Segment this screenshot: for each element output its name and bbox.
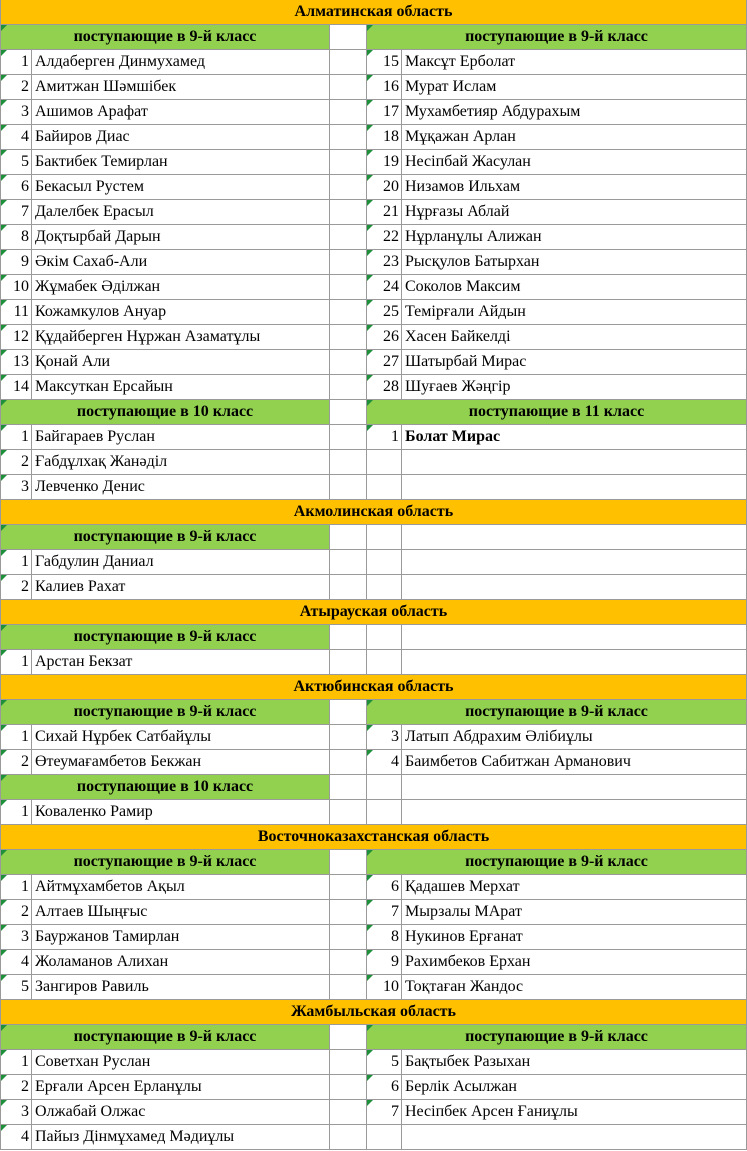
table-row — [0, 800, 747, 825]
table-row — [0, 375, 747, 400]
gap-cell[interactable] — [330, 650, 367, 675]
row-number[interactable]: 7 — [0, 200, 32, 225]
row-number[interactable]: 1 — [0, 650, 32, 675]
student-name[interactable]: Берлік Асылжан — [402, 1075, 747, 1100]
region-header-row — [0, 675, 747, 700]
gap-cell[interactable] — [330, 225, 367, 250]
student-name[interactable] — [402, 650, 747, 675]
gap-cell[interactable] — [330, 325, 367, 350]
gap-cell[interactable] — [330, 975, 367, 1000]
table-row — [0, 50, 747, 75]
row-number[interactable]: 28 — [367, 375, 402, 400]
student-name[interactable]: Баимбетов Сабитжан Арманович — [402, 750, 747, 775]
student-name[interactable]: Арстан Бекзат — [32, 650, 330, 675]
table-row — [0, 100, 747, 125]
table-row — [0, 975, 747, 1000]
table-row — [0, 175, 747, 200]
student-name[interactable]: Нұрланұлы Алижан — [402, 225, 747, 250]
row-number[interactable]: 6 — [0, 175, 32, 200]
student-name[interactable]: Алдаберген Динмухамед — [32, 50, 330, 75]
table-row — [0, 950, 747, 975]
student-name[interactable]: Тоқтаған Жандос — [402, 975, 747, 1000]
student-name[interactable]: Несіпбек Арсен Ғаниұлы — [402, 1100, 747, 1125]
row-number[interactable] — [367, 800, 402, 825]
row-number[interactable]: 14 — [0, 375, 32, 400]
table-row — [0, 325, 747, 350]
gap-cell[interactable] — [330, 725, 367, 750]
gap-cell[interactable] — [330, 25, 367, 50]
region-header-row — [0, 0, 747, 25]
student-name[interactable]: Латып Абдрахим Әлібиұлы — [402, 725, 747, 750]
student-name[interactable] — [402, 575, 747, 600]
row-number[interactable]: 4 — [0, 1125, 32, 1150]
gap-cell[interactable] — [330, 75, 367, 100]
gap-cell[interactable] — [330, 1050, 367, 1075]
student-name[interactable]: Құдайберген Нұржан Азаматұлы — [32, 325, 330, 350]
row-number[interactable]: 2 — [0, 1075, 32, 1100]
student-name[interactable]: Мұқажан Арлан — [402, 125, 747, 150]
student-name[interactable]: Әкім Сахаб-Али — [32, 250, 330, 275]
row-number[interactable]: 5 — [0, 150, 32, 175]
student-name[interactable] — [402, 550, 747, 575]
student-name[interactable]: Бактибек Темирлан — [32, 150, 330, 175]
row-number[interactable] — [367, 475, 402, 500]
row-number[interactable]: 5 — [0, 975, 32, 1000]
row-number[interactable]: 6 — [367, 875, 402, 900]
student-name[interactable]: Низамов Ильхам — [402, 175, 747, 200]
gap-cell[interactable] — [330, 700, 367, 725]
student-name[interactable]: Левченко Денис — [32, 475, 330, 500]
student-name[interactable]: Нукинов Ерғанат — [402, 925, 747, 950]
row-number[interactable]: 4 — [367, 750, 402, 775]
region-title[interactable]: Алматинская область — [0, 0, 747, 25]
gap-cell[interactable] — [330, 150, 367, 175]
row-number[interactable]: 7 — [367, 900, 402, 925]
student-name[interactable]: Байгараев Руслан — [32, 425, 330, 450]
table-row — [0, 725, 747, 750]
row-number[interactable]: 20 — [367, 175, 402, 200]
student-name[interactable]: Хасен Байкелді — [402, 325, 747, 350]
row-number[interactable]: 1 — [0, 1050, 32, 1075]
row-number[interactable]: 23 — [367, 250, 402, 275]
student-name[interactable]: Советхан Руслан — [32, 1050, 330, 1075]
left-column-header[interactable]: поступающие в 9-й класс — [0, 525, 330, 550]
left-column-header[interactable]: поступающие в 9-й класс — [0, 700, 330, 725]
row-number[interactable]: 3 — [0, 100, 32, 125]
student-name[interactable]: Калиев Рахат — [32, 575, 330, 600]
gap-cell[interactable] — [330, 100, 367, 125]
gap-cell[interactable] — [330, 850, 367, 875]
row-number[interactable]: 2 — [0, 75, 32, 100]
row-number[interactable]: 7 — [367, 1100, 402, 1125]
row-number[interactable]: 8 — [367, 925, 402, 950]
table-row — [0, 150, 747, 175]
gap-cell[interactable] — [330, 750, 367, 775]
row-number[interactable]: 25 — [367, 300, 402, 325]
table-row — [0, 650, 747, 675]
row-number[interactable]: 12 — [0, 325, 32, 350]
row-number[interactable]: 1 — [0, 725, 32, 750]
gap-cell[interactable] — [330, 950, 367, 975]
student-name[interactable]: Жоламанов Алихан — [32, 950, 330, 975]
subheader-row — [0, 700, 747, 725]
gap-cell[interactable] — [330, 875, 367, 900]
empty-name-cell[interactable] — [402, 625, 747, 650]
region-title[interactable]: Восточноказахстанская область — [0, 825, 747, 850]
student-name[interactable]: Өтеумағамбетов Бекжан — [32, 750, 330, 775]
row-number[interactable]: 16 — [367, 75, 402, 100]
gap-cell[interactable] — [330, 900, 367, 925]
row-number[interactable]: 1 — [0, 875, 32, 900]
student-name[interactable]: Бекасыл Рустем — [32, 175, 330, 200]
student-name[interactable]: Несіпбай Жасулан — [402, 150, 747, 175]
row-number[interactable]: 9 — [0, 250, 32, 275]
table-row — [0, 1125, 747, 1150]
table-row — [0, 450, 747, 475]
row-number[interactable]: 4 — [0, 950, 32, 975]
row-number[interactable]: 10 — [367, 975, 402, 1000]
empty-number-cell[interactable] — [367, 775, 402, 800]
row-number[interactable]: 3 — [367, 725, 402, 750]
gap-cell[interactable] — [330, 1125, 367, 1150]
row-number[interactable] — [367, 550, 402, 575]
row-number[interactable]: 2 — [0, 450, 32, 475]
student-name[interactable]: Рахимбеков Ерхан — [402, 950, 747, 975]
student-name[interactable]: Ашимов Арафат — [32, 100, 330, 125]
table-row — [0, 750, 747, 775]
subheader-row — [0, 525, 747, 550]
region-title[interactable]: Жамбыльская область — [0, 1000, 747, 1025]
student-name[interactable]: Доқтырбай Дарын — [32, 225, 330, 250]
subheader-row — [0, 400, 747, 425]
row-number[interactable]: 18 — [367, 125, 402, 150]
row-number[interactable]: 1 — [0, 550, 32, 575]
table-row — [0, 475, 747, 500]
student-name[interactable]: Далелбек Ерасыл — [32, 200, 330, 225]
region-title[interactable]: Актюбинская область — [0, 675, 747, 700]
student-name[interactable]: Зангиров Равиль — [32, 975, 330, 1000]
gap-cell[interactable] — [330, 400, 367, 425]
row-number[interactable]: 4 — [0, 125, 32, 150]
row-number[interactable]: 15 — [367, 50, 402, 75]
row-number[interactable]: 24 — [367, 275, 402, 300]
gap-cell[interactable] — [330, 775, 367, 800]
student-name[interactable]: Коваленко Рамир — [32, 800, 330, 825]
student-name[interactable]: Айтмұхамбетов Ақыл — [32, 875, 330, 900]
row-number[interactable]: 1 — [0, 425, 32, 450]
student-name[interactable]: Ерғали Арсен Ерланұлы — [32, 1075, 330, 1100]
row-number[interactable] — [367, 650, 402, 675]
right-column-header[interactable]: поступающие в 9-й класс — [367, 25, 747, 50]
gap-cell[interactable] — [330, 1100, 367, 1125]
row-number[interactable]: 9 — [367, 950, 402, 975]
student-name[interactable]: Қонай Али — [32, 350, 330, 375]
table-row — [0, 425, 747, 450]
row-number[interactable]: 22 — [367, 225, 402, 250]
region-header-row — [0, 500, 747, 525]
table-row — [0, 1100, 747, 1125]
row-number[interactable]: 2 — [0, 575, 32, 600]
row-number[interactable]: 17 — [367, 100, 402, 125]
table-row — [0, 275, 747, 300]
row-number[interactable]: 6 — [367, 1075, 402, 1100]
gap-cell[interactable] — [330, 525, 367, 550]
table-row — [0, 250, 747, 275]
student-name[interactable]: Алтаев Шыңғыс — [32, 900, 330, 925]
table-row — [0, 900, 747, 925]
student-name[interactable]: Рысқулов Батырхан — [402, 250, 747, 275]
subheader-row — [0, 25, 747, 50]
region-header-row — [0, 600, 747, 625]
row-number[interactable]: 1 — [0, 50, 32, 75]
region-header-row — [0, 1000, 747, 1025]
row-number[interactable]: 3 — [0, 925, 32, 950]
gap-cell[interactable] — [330, 350, 367, 375]
gap-cell[interactable] — [330, 250, 367, 275]
table-row — [0, 875, 747, 900]
row-number[interactable]: 1 — [0, 800, 32, 825]
student-name[interactable]: Максұт Ерболат — [402, 50, 747, 75]
table-row — [0, 550, 747, 575]
student-name[interactable]: Темірғали Айдын — [402, 300, 747, 325]
gap-cell[interactable] — [330, 575, 367, 600]
row-number[interactable]: 3 — [0, 1100, 32, 1125]
student-name[interactable]: Амитжан Шәмшібек — [32, 75, 330, 100]
table-row — [0, 925, 747, 950]
subheader-row — [0, 775, 747, 800]
student-name[interactable]: Габдулин Даниал — [32, 550, 330, 575]
region-header-row — [0, 825, 747, 850]
row-number[interactable] — [367, 575, 402, 600]
row-number[interactable]: 2 — [0, 900, 32, 925]
table-row — [0, 350, 747, 375]
right-column-header[interactable]: поступающие в 9-й класс — [367, 850, 747, 875]
table-row — [0, 575, 747, 600]
gap-cell[interactable] — [330, 125, 367, 150]
gap-cell[interactable] — [330, 1025, 367, 1050]
student-name[interactable]: Ғабдұлхақ Жанәділ — [32, 450, 330, 475]
row-number[interactable]: 21 — [367, 200, 402, 225]
student-name[interactable] — [402, 475, 747, 500]
left-column-header[interactable]: поступающие в 9-й класс — [0, 25, 330, 50]
student-name[interactable]: Мырзалы МАрат — [402, 900, 747, 925]
row-number[interactable]: 5 — [367, 1050, 402, 1075]
table-row — [0, 1050, 747, 1075]
left-column-header[interactable]: поступающие в 10 класс — [0, 400, 330, 425]
empty-number-cell[interactable] — [367, 625, 402, 650]
student-name[interactable]: Максуткан Ерсайын — [32, 375, 330, 400]
row-number[interactable]: 11 — [0, 300, 32, 325]
gap-cell[interactable] — [330, 50, 367, 75]
student-name[interactable]: Бақтыбек Разыхан — [402, 1050, 747, 1075]
student-name[interactable]: Кожамкулов Ануар — [32, 300, 330, 325]
left-column-header[interactable]: поступающие в 9-й класс — [0, 1025, 330, 1050]
gap-cell[interactable] — [330, 200, 367, 225]
student-name[interactable]: Жұмабек Әділжан — [32, 275, 330, 300]
right-column-header[interactable]: поступающие в 9-й класс — [367, 1025, 747, 1050]
row-number[interactable]: 13 — [0, 350, 32, 375]
gap-cell[interactable] — [330, 375, 367, 400]
row-number[interactable]: 2 — [0, 750, 32, 775]
gap-cell[interactable] — [330, 450, 367, 475]
student-name[interactable]: Қадашев Мерхат — [402, 875, 747, 900]
row-number[interactable]: 1 — [367, 425, 402, 450]
student-name[interactable]: Пайыз Дінмұхамед Мәдиұлы — [32, 1125, 330, 1150]
left-column-header[interactable]: поступающие в 9-й класс — [0, 625, 330, 650]
student-name[interactable]: Бауржанов Тамирлан — [32, 925, 330, 950]
student-name[interactable]: Сихай Нұрбек Сатбайұлы — [32, 725, 330, 750]
table-row — [0, 125, 747, 150]
subheader-row — [0, 850, 747, 875]
region-title[interactable]: Акмолинская область — [0, 500, 747, 525]
row-number[interactable] — [367, 1125, 402, 1150]
student-name[interactable]: Нұрғазы Аблай — [402, 200, 747, 225]
table-row — [0, 75, 747, 100]
row-number[interactable]: 19 — [367, 150, 402, 175]
row-number[interactable] — [367, 450, 402, 475]
gap-cell[interactable] — [330, 800, 367, 825]
right-column-header[interactable]: поступающие в 11 класс — [367, 400, 747, 425]
left-column-header[interactable]: поступающие в 10 класс — [0, 775, 330, 800]
empty-name-cell[interactable] — [402, 775, 747, 800]
student-name[interactable]: Шуғаев Жәңгір — [402, 375, 747, 400]
student-name[interactable] — [402, 1125, 747, 1150]
gap-cell[interactable] — [330, 475, 367, 500]
empty-number-cell[interactable] — [367, 525, 402, 550]
row-number[interactable]: 26 — [367, 325, 402, 350]
table-row — [0, 300, 747, 325]
gap-cell[interactable] — [330, 425, 367, 450]
table-row — [0, 225, 747, 250]
student-name[interactable]: Шатырбай Мирас — [402, 350, 747, 375]
gap-cell[interactable] — [330, 625, 367, 650]
gap-cell[interactable] — [330, 300, 367, 325]
student-name[interactable] — [402, 800, 747, 825]
row-number[interactable]: 8 — [0, 225, 32, 250]
student-name[interactable]: Болат Мирас — [402, 425, 747, 450]
gap-cell[interactable] — [330, 275, 367, 300]
row-number[interactable]: 3 — [0, 475, 32, 500]
gap-cell[interactable] — [330, 175, 367, 200]
gap-cell[interactable] — [330, 550, 367, 575]
row-number[interactable]: 27 — [367, 350, 402, 375]
subheader-row — [0, 625, 747, 650]
student-name[interactable]: Олжабай Олжас — [32, 1100, 330, 1125]
student-name[interactable]: Соколов Максим — [402, 275, 747, 300]
student-name[interactable]: Байиров Диас — [32, 125, 330, 150]
student-name[interactable] — [402, 450, 747, 475]
gap-cell[interactable] — [330, 925, 367, 950]
empty-name-cell[interactable] — [402, 525, 747, 550]
gap-cell[interactable] — [330, 1075, 367, 1100]
region-title[interactable]: Атырауская область — [0, 600, 747, 625]
right-column-header[interactable]: поступающие в 9-й класс — [367, 700, 747, 725]
table-row — [0, 200, 747, 225]
student-name[interactable]: Мухамбетияр Абдурахым — [402, 100, 747, 125]
table-row — [0, 1075, 747, 1100]
student-name[interactable]: Мурат Ислам — [402, 75, 747, 100]
left-column-header[interactable]: поступающие в 9-й класс — [0, 850, 330, 875]
subheader-row — [0, 1025, 747, 1050]
row-number[interactable]: 10 — [0, 275, 32, 300]
